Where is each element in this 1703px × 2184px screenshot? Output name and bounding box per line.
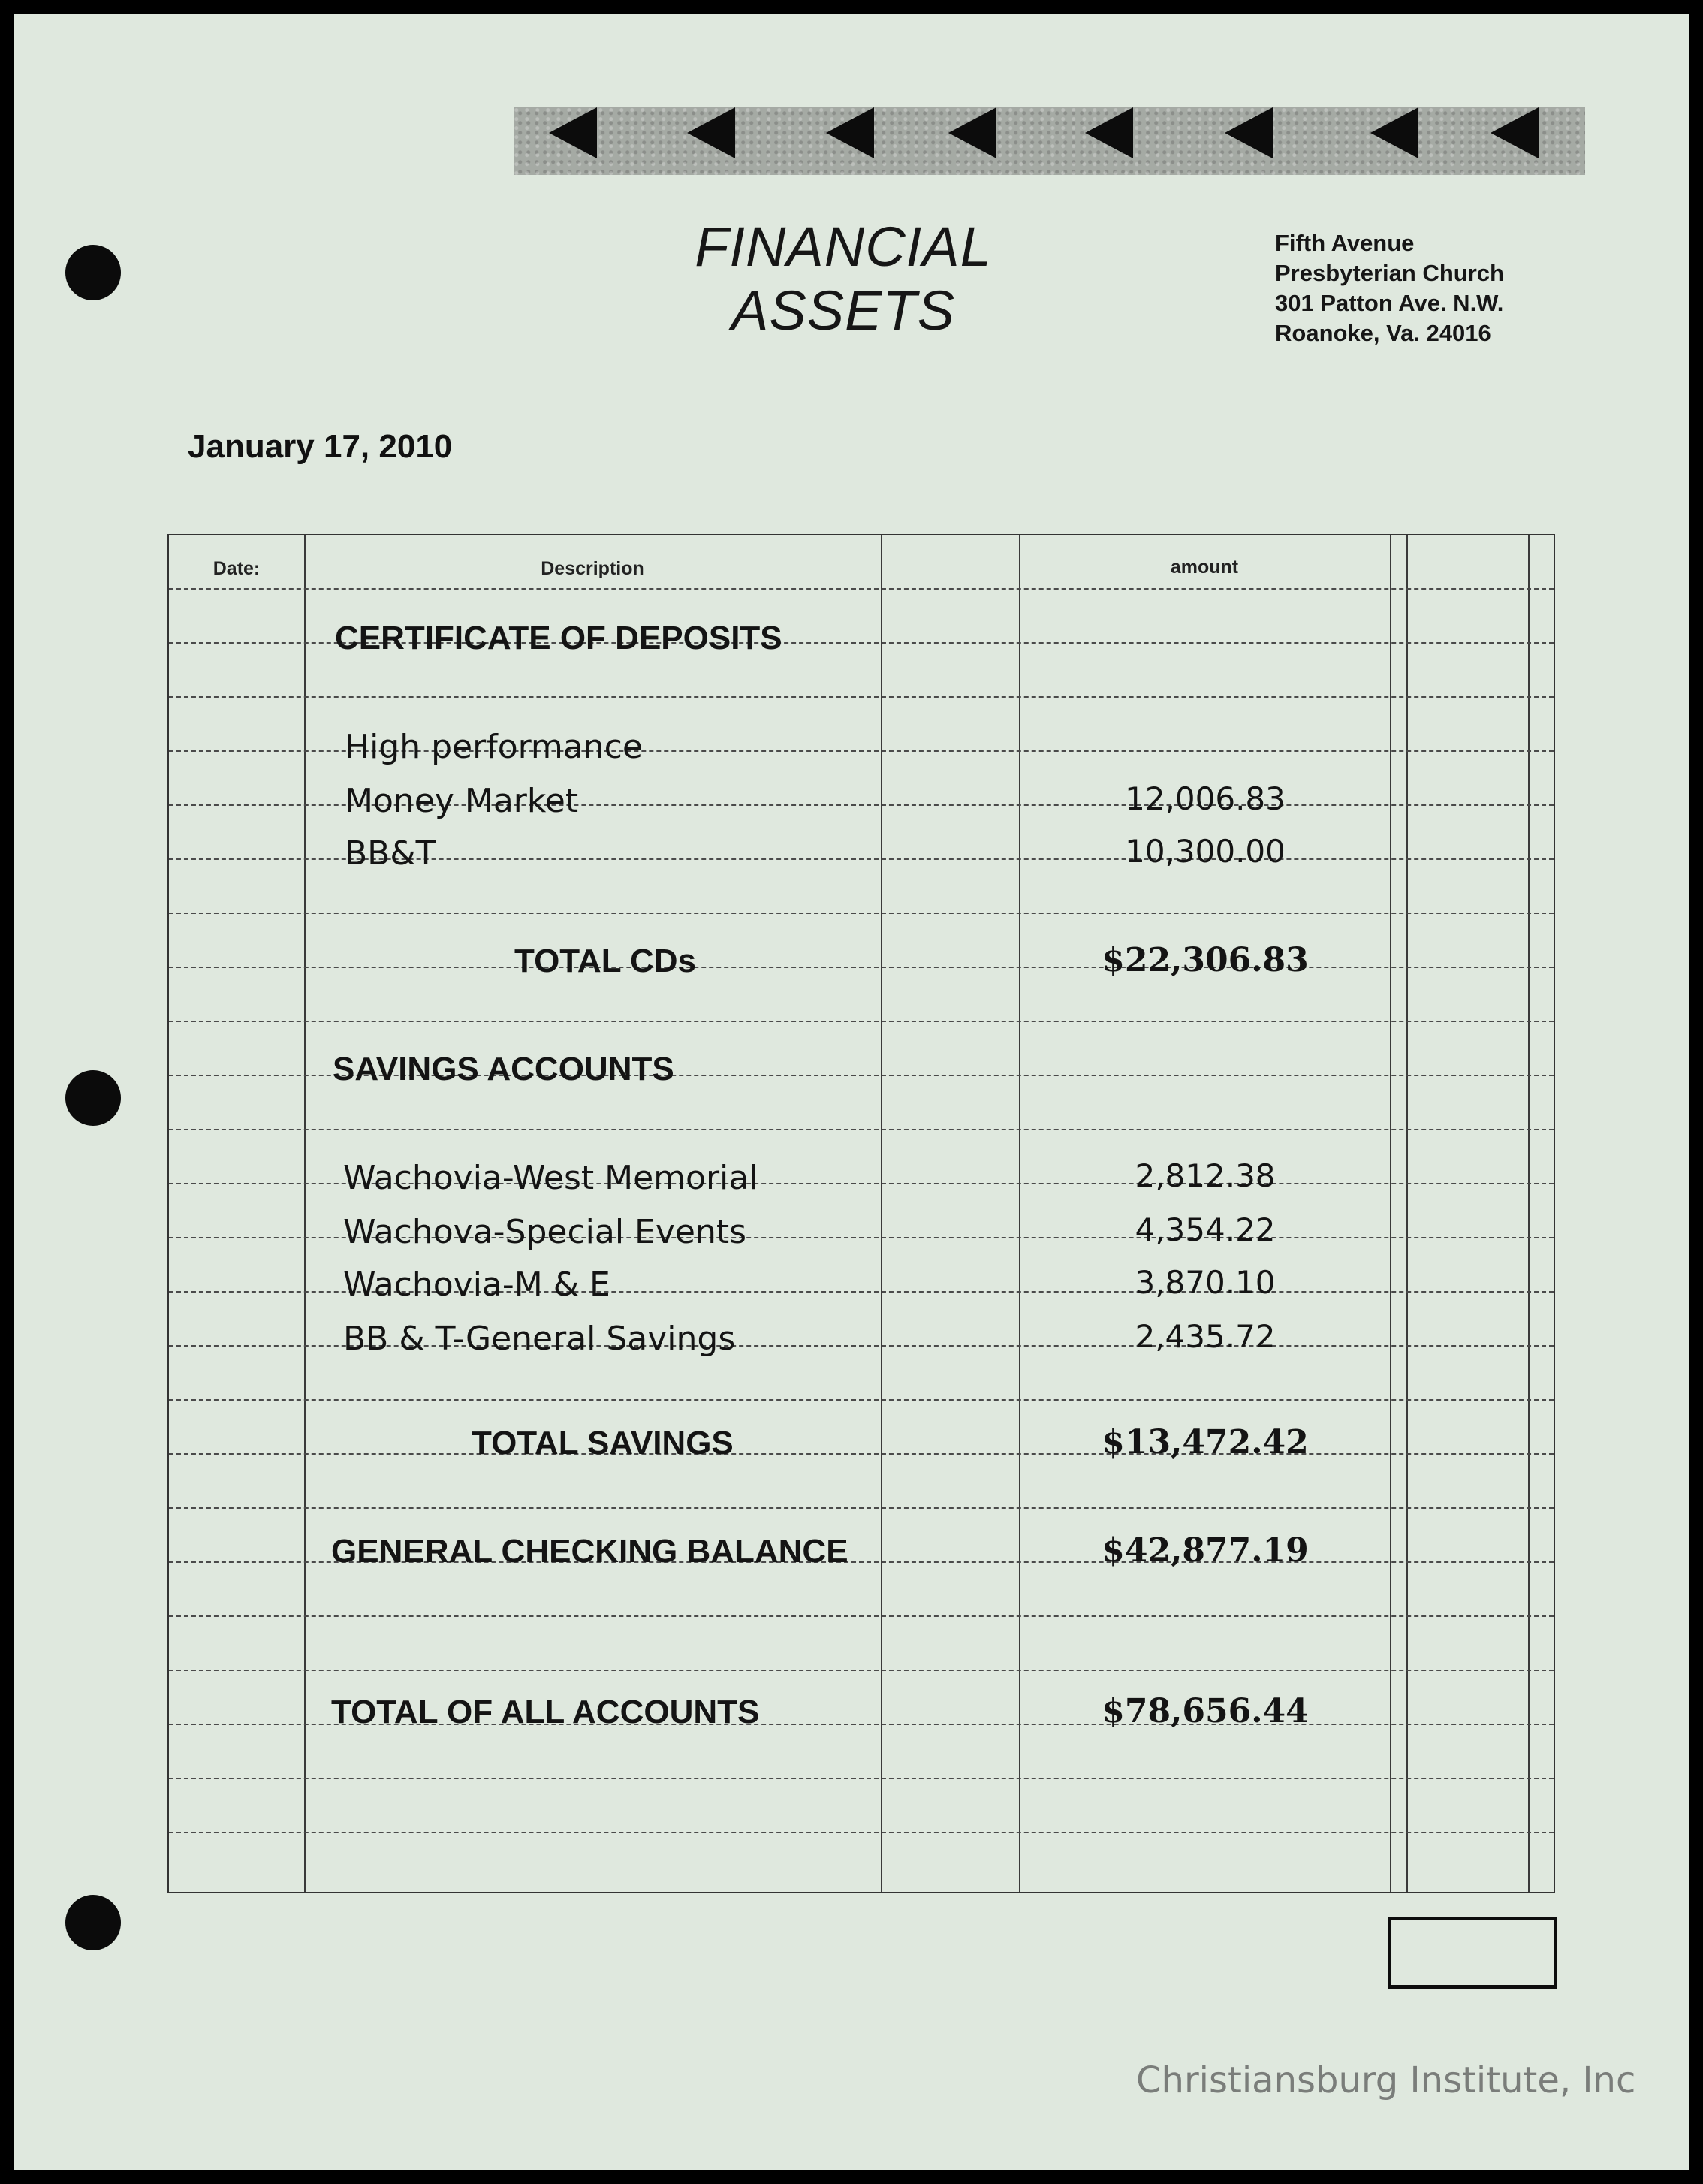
decorative-banner <box>514 107 1585 175</box>
church-address <box>1275 228 1504 348</box>
total-savings-label: TOTAL SAVINGS <box>472 1425 734 1462</box>
column-header-date: Date: <box>212 558 261 579</box>
watermark: Christiansburg Institute, Inc <box>1136 2059 1636 2101</box>
item-label-m-and-e: Wachovia-M & E <box>343 1265 610 1304</box>
column-header-description: Description <box>541 558 644 579</box>
row-rule <box>169 1021 1554 1022</box>
binder-hole-bottom <box>65 1895 121 1950</box>
column-header-amount: amount <box>1170 557 1239 578</box>
row-rule <box>169 913 1554 914</box>
arrow-left-icon <box>1085 107 1133 158</box>
item-amount-m-and-e: 3,870.10 <box>1135 1264 1276 1301</box>
checking-balance-amount: $42,877.19 <box>1102 1531 1309 1570</box>
row-rule <box>169 1670 1554 1671</box>
ledger-table <box>167 534 1555 1893</box>
item-label-money-market: Money Market <box>345 782 579 820</box>
arrow-left-icon <box>948 107 996 158</box>
arrow-left-icon <box>1225 107 1273 158</box>
item-label-bbt: BB&T <box>345 834 436 873</box>
column-divider <box>1528 535 1530 1892</box>
address-line: Fifth Avenue <box>1275 230 1415 256</box>
section-heading-cds: CERTIFICATE OF DEPOSITS <box>335 620 782 656</box>
item-amount-money-market: 12,006.83 <box>1125 780 1286 817</box>
column-divider <box>881 535 882 1892</box>
item-note: High performance <box>345 728 643 766</box>
arrow-left-icon <box>826 107 874 158</box>
item-label-general-savings: BB & T-General Savings <box>343 1320 736 1358</box>
row-rule <box>169 1453 1554 1455</box>
document-date: January 17, 2010 <box>188 428 453 465</box>
total-cds-amount: $22,306.83 <box>1102 941 1309 979</box>
row-rule <box>169 1615 1554 1617</box>
row-rule <box>169 1507 1554 1509</box>
item-label-special-events: Wachova-Special Events <box>343 1213 747 1251</box>
row-rule <box>169 1399 1554 1401</box>
arrow-left-icon <box>687 107 735 158</box>
grand-total-amount: $78,656.44 <box>1102 1692 1309 1730</box>
address-line: Presbyterian Church <box>1275 260 1504 286</box>
row-rule <box>169 696 1554 698</box>
item-amount-west-memorial: 2,812.38 <box>1135 1157 1276 1194</box>
address-line: Roanoke, Va. 24016 <box>1275 320 1491 346</box>
address-line: 301 Patton Ave. N.W. <box>1275 290 1504 316</box>
page-title: FINANCIAL ASSETS <box>695 216 992 342</box>
row-rule <box>169 967 1554 968</box>
item-amount-special-events: 4,354.22 <box>1135 1211 1276 1248</box>
column-divider <box>1390 535 1391 1892</box>
checking-balance-label: GENERAL CHECKING BALANCE <box>331 1533 848 1570</box>
grand-total-label: TOTAL OF ALL ACCOUNTS <box>331 1694 760 1730</box>
arrow-left-icon <box>1491 107 1539 158</box>
section-heading-savings: SAVINGS ACCOUNTS <box>333 1051 674 1087</box>
document-page <box>14 14 1689 2170</box>
empty-stamp-box <box>1388 1917 1557 1989</box>
column-divider <box>1019 535 1020 1892</box>
column-divider <box>1406 535 1408 1892</box>
item-amount-general-savings: 2,435.72 <box>1135 1318 1276 1355</box>
column-divider <box>304 535 306 1892</box>
arrow-left-icon <box>549 107 597 158</box>
total-cds-label: TOTAL CDs <box>514 943 697 979</box>
total-savings-amount: $13,472.42 <box>1102 1423 1309 1462</box>
row-rule <box>169 1129 1554 1130</box>
binder-hole-top <box>65 245 121 300</box>
arrow-left-icon <box>1370 107 1418 158</box>
row-rule <box>169 588 1554 590</box>
row-rule <box>169 1778 1554 1779</box>
binder-hole-middle <box>65 1070 121 1126</box>
item-amount-bbt: 10,300.00 <box>1125 833 1286 870</box>
row-rule <box>169 1832 1554 1833</box>
item-label-west-memorial: Wachovia-West Memorial <box>343 1159 758 1197</box>
